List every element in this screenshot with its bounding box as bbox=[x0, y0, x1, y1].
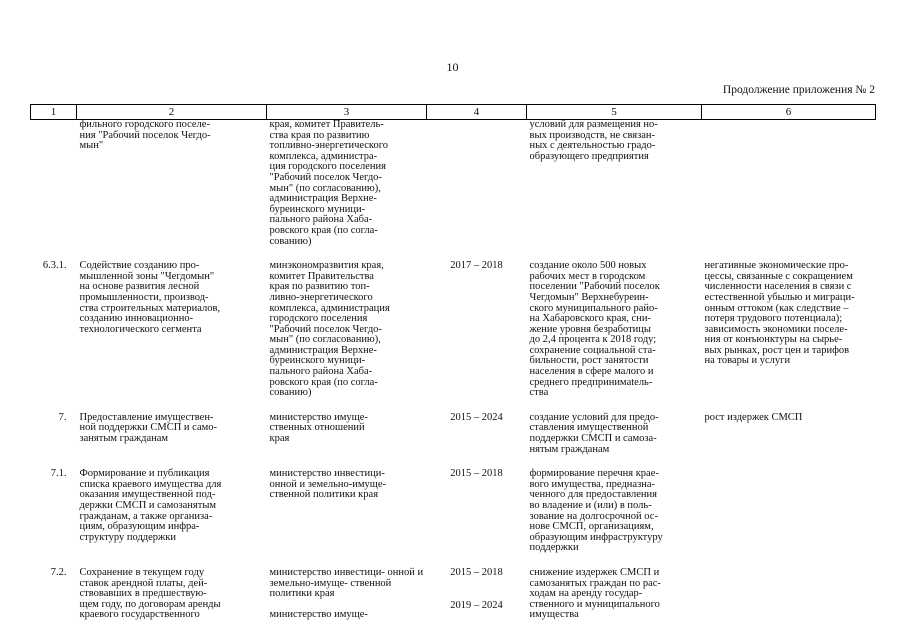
measure-text: Содействие созданию про- мышленной зоны "Чегдомын" на основе развития лесной промышленности, производ- ства строительных материалов, созданию инновационно- технологического сегмента bbox=[79, 260, 221, 335]
executor-cell bbox=[267, 568, 427, 621]
years-text: 2019 – 2024 bbox=[450, 599, 503, 611]
executor-text: министерство инвестици- онной и земельно-имуще- ственной политики края bbox=[269, 468, 386, 501]
table-row bbox=[31, 261, 876, 399]
continuation-note: Продолжение приложения № 2 bbox=[722, 84, 875, 96]
years-text bbox=[427, 120, 527, 248]
measures-table bbox=[30, 104, 876, 621]
result-text: снижение издержек СМСП и самозанятых граждан по рас- ходам на аренду государ- ственного и муниципального имущества bbox=[529, 566, 661, 621]
risk-text: негативные экономические про- цессы, связанные с сокращением численности населения в связи с естественной убылью и миграци- онным оттоком (как следствие – потеря трудового потенциала); зависимость экономики поселе- ния от конъюнктуры на сырье- вых рынках, рост цен и тарифов на товары и услуги bbox=[704, 260, 855, 367]
risk-text bbox=[702, 120, 876, 248]
column-header: 5 bbox=[527, 105, 702, 120]
years-text: 2015 – 2024 bbox=[450, 411, 503, 423]
table-row bbox=[31, 568, 876, 621]
table-row bbox=[31, 413, 876, 455]
measure-text: Предоставление имуществен- ной поддержки СМСП и само- занятым гражданам bbox=[79, 411, 218, 445]
executor-text: края, комитет Правитель- ства края по развитию топливно-энергетического комплекса, администра- ция городского поселения "Рабочий поселок Чегдо- мын" (по согласованию), администрация Верхне- буреинского муници- пального района Хаба- ровского края (по согла- сованию) bbox=[269, 119, 389, 247]
result-text: формирование перечня крае- вого имущества, предназна- ченного для предоставления во владение и (или) в поль- зование на долгосрочной ос- нове СМСП, организациям, образующим инфраструктуру поддержки bbox=[529, 468, 663, 554]
row-number: 7.2. bbox=[50, 566, 67, 578]
column-header: 2 bbox=[77, 105, 267, 120]
risk-text bbox=[702, 469, 876, 554]
header-row bbox=[31, 105, 876, 120]
column-header: 6 bbox=[702, 105, 876, 120]
risk-text: рост издержек СМСП bbox=[704, 411, 803, 423]
column-header: 4 bbox=[427, 105, 527, 120]
row-number bbox=[31, 120, 77, 248]
row-number: 7. bbox=[58, 411, 67, 423]
years-text: 2017 – 2018 bbox=[450, 260, 503, 272]
result-text: создание около 500 новых рабочих мест в городском поселении "Рабочий поселок Чегдомын" Верхнебуреин- ского муниципального райо- на Хабаровского края, сни- жение уровня безработицы до 2,4 процента к 2018 году; сохранение социальной ста- бильности, рост занятости населения в сфере малого и среднего предпринимatель- ства bbox=[529, 260, 660, 399]
executor-text: министерство инвестици- онной и земельно-имуще- ственной политики края bbox=[269, 566, 424, 600]
page-number: 10 bbox=[446, 60, 459, 74]
measure-text: Сохранение в текущем году ставок арендной платы, дей- ствовавших в предшествую- щем году, по договорам аренды краевого государственного bbox=[79, 566, 221, 621]
executor-text: минэкономразвития края, комитет Правительства края по развитию топ- ливно-энергетического комплекса, администрация городского поселения "Рабочий поселок Чегдо- мын" (по согласованию), администрация Верхне- буреинского муници- пального района Хаба- ровского края (по согла- сованию) bbox=[269, 260, 390, 399]
years-text: 2015 – 2018 bbox=[450, 468, 503, 480]
years-cell bbox=[427, 568, 527, 621]
years-text: 2015 – 2018 bbox=[450, 566, 503, 578]
table-row bbox=[31, 120, 876, 248]
column-header: 1 bbox=[31, 105, 77, 120]
measure-text: Формирование и публикация списка краевого имущества для оказания имущественной под- держки СМСП и самозанятым гражданам, а также организа- циям, образующим инфра- структуру поддержки bbox=[79, 468, 222, 543]
row-number: 6.3.1. bbox=[42, 260, 67, 272]
executor-text: министерство имуще- bbox=[269, 608, 368, 620]
result-text: условий для размещения но- вых производств, не связан- ных с деятельностью градо- образующего предприятия bbox=[529, 119, 658, 162]
result-text: создание условий для предо- ставления имущественной поддержки СМСП и самоза- нятым гражданам bbox=[529, 411, 659, 455]
column-header: 3 bbox=[267, 105, 427, 120]
row-number: 7.1. bbox=[50, 468, 67, 480]
executor-text: министерство имуще- ственных отношений края bbox=[269, 411, 368, 445]
risk-text bbox=[702, 568, 876, 621]
table-row bbox=[31, 469, 876, 554]
measure-text: фильного городского поселе- ния "Рабочий поселок Чегдо- мын" bbox=[79, 119, 211, 152]
